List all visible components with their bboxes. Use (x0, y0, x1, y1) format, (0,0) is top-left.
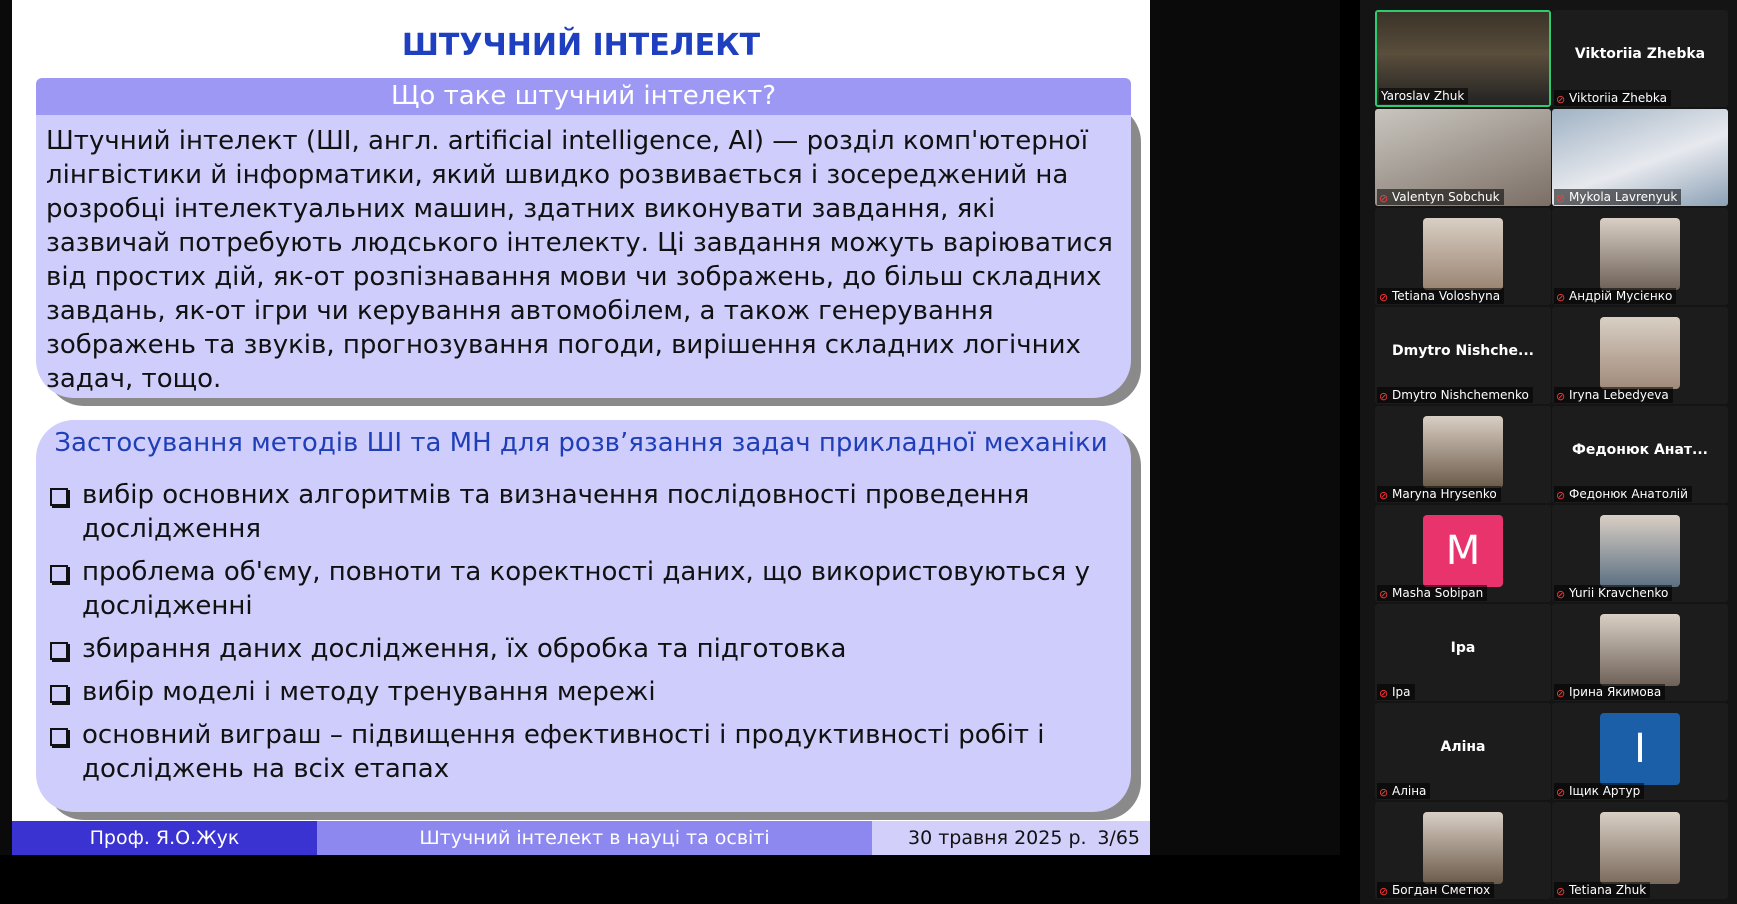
participant-display-name: Федонюк Анат... (1572, 442, 1708, 458)
avatar (1600, 317, 1680, 389)
participant-name: Yaroslav Zhuk (1381, 89, 1465, 103)
presentation-slide (12, 0, 1150, 855)
checkbox-bullet-icon (50, 728, 68, 746)
bullet-item (46, 632, 1116, 666)
participant-nameplate (1377, 684, 1415, 700)
participant-nameplate (1377, 783, 1430, 799)
mic-muted-icon: ⊘ (1556, 92, 1566, 106)
checkbox-bullet-icon (50, 685, 68, 703)
participant-nameplate (1377, 387, 1533, 403)
participant-nameplate (1554, 387, 1673, 403)
participant-nameplate (1554, 882, 1650, 898)
bullet-text: вибір основних алгоритмів та визначення послідовності проведення дослідження (82, 480, 1030, 544)
participant-nameplate (1377, 189, 1504, 205)
participant-name: Viktoriia Zhebka (1569, 91, 1667, 105)
participant-tile[interactable] (1375, 604, 1551, 701)
participant-tile[interactable] (1552, 505, 1728, 602)
checkbox-bullet-icon (50, 488, 68, 506)
bullet-item (46, 675, 1116, 709)
mic-muted-icon: ⊘ (1556, 785, 1566, 799)
participant-tile[interactable] (1375, 208, 1551, 305)
bullet-text: проблема об'єму, повноти та коректності даних, що використовуються у дослідженні (82, 557, 1090, 621)
participant-display-name: Іра (1450, 640, 1476, 656)
checkbox-bullet-icon (50, 565, 68, 583)
participant-nameplate (1377, 288, 1504, 304)
slide-title: ШТУЧНИЙ ІНТЕЛЕКТ (401, 28, 761, 63)
participant-name: Богдан Сметюх (1392, 883, 1491, 897)
participant-nameplate (1554, 189, 1681, 205)
bullet-item (46, 555, 1116, 623)
avatar (1423, 218, 1503, 290)
participant-name: Tetiana Voloshyna (1392, 289, 1501, 303)
participant-tile[interactable] (1552, 802, 1728, 899)
participant-name: Iryna Lebedyeva (1569, 388, 1669, 402)
checkbox-bullet-icon (50, 642, 68, 660)
bullet-text: основний виграш – підвищення ефективності і продуктивності робіт і досліджень на всіх етапах (82, 720, 1045, 784)
participant-name: Valentyn Sobchuk (1392, 190, 1500, 204)
participant-name: Dmytro Nishchemenko (1392, 388, 1529, 402)
participant-nameplate (1554, 585, 1672, 601)
participant-name: Maryna Hrysenko (1392, 487, 1497, 501)
avatar: І (1600, 713, 1680, 785)
participant-nameplate (1377, 882, 1494, 898)
definition-text: Штучний інтелект (ШІ, англ. artificial intelligence, AI) — розділ комп'ютерної лінгвістики й інформатики, який швидко розвивається і зосереджений на розробці інтелектуальних машин, здатних виконувати завдання, які зазвичай потребують людського інтелекту. Ці завдання можуть варіюватися від простих дій, як-от розпізнавання мови чи зображень, до більш складних завдань, як-от ігри чи керування автомобілем, а також генерування зображень та звуків, прогнозування погоди, вирішення складних логічних задач, тощо. (46, 126, 1113, 394)
participant-tile[interactable] (1375, 406, 1551, 503)
participant-tile[interactable] (1375, 109, 1551, 206)
mic-muted-icon: ⊘ (1379, 587, 1389, 601)
mic-muted-icon: ⊘ (1379, 785, 1389, 799)
participant-tile[interactable] (1375, 10, 1551, 107)
avatar (1600, 614, 1680, 686)
participant-name: Masha Sobipan (1392, 586, 1484, 600)
participant-tile[interactable] (1375, 703, 1551, 800)
participant-name: Федонюк Анатолій (1569, 487, 1688, 501)
participant-nameplate (1377, 486, 1501, 502)
applications-list (46, 478, 1116, 795)
avatar (1600, 218, 1680, 290)
participant-name: Аліна (1392, 784, 1427, 798)
definition-panel-header: Що таке штучний інтелект? (36, 78, 1131, 115)
participant-name: Mykola Lavrenyuk (1569, 190, 1678, 204)
participant-tile[interactable] (1375, 505, 1551, 602)
participant-tile[interactable] (1552, 307, 1728, 404)
participant-tile[interactable] (1552, 208, 1728, 305)
avatar (1600, 515, 1680, 587)
participant-tile[interactable] (1375, 802, 1551, 899)
participant-tile[interactable] (1375, 307, 1551, 404)
mic-muted-icon: ⊘ (1556, 587, 1566, 601)
participant-name: Іра (1392, 685, 1411, 699)
participant-tile[interactable] (1552, 406, 1728, 503)
participant-nameplate (1554, 684, 1665, 700)
footer-talk-title: Штучний інтелект в науці та освіті (317, 821, 872, 855)
mic-muted-icon: ⊘ (1556, 191, 1566, 205)
participant-tile[interactable] (1552, 604, 1728, 701)
participant-nameplate (1554, 288, 1676, 304)
participant-name: Ірина Якимова (1569, 685, 1662, 699)
mic-muted-icon: ⊘ (1379, 488, 1389, 502)
footer-date: 30 травня 2025 р. (908, 827, 1087, 849)
participant-display-name: Аліна (1440, 739, 1486, 755)
participant-nameplate (1554, 486, 1692, 502)
avatar (1423, 812, 1503, 884)
footer-page-number: 3/65 (1097, 827, 1140, 849)
participant-nameplate (1554, 783, 1644, 799)
participant-tile[interactable] (1552, 703, 1728, 800)
participant-display-name: Dmytro Nishche... (1392, 343, 1534, 359)
bullet-item (46, 478, 1116, 546)
mic-muted-icon: ⊘ (1379, 686, 1389, 700)
participant-tile[interactable] (1552, 109, 1728, 206)
mic-muted-icon: ⊘ (1379, 884, 1389, 898)
mic-muted-icon: ⊘ (1556, 488, 1566, 502)
participant-tile[interactable] (1552, 10, 1728, 107)
mic-muted-icon: ⊘ (1379, 290, 1389, 304)
avatar: M (1423, 515, 1503, 587)
mic-muted-icon: ⊘ (1379, 389, 1389, 403)
mic-muted-icon: ⊘ (1556, 389, 1566, 403)
mic-muted-icon: ⊘ (1556, 290, 1566, 304)
participant-name: Tetiana Zhuk (1569, 883, 1647, 897)
applications-title: Застосування методів ШІ та МН для розв’язання задач прикладної механіки (54, 428, 1108, 458)
footer-date-page (872, 821, 1150, 855)
footer-author: Проф. Я.О.Жук (12, 821, 317, 855)
mic-muted-icon: ⊘ (1556, 884, 1566, 898)
participant-gallery (1360, 0, 1737, 904)
slide-footer (12, 821, 1150, 855)
participant-nameplate (1379, 88, 1468, 104)
participant-display-name: Viktoriia Zhebka (1574, 46, 1706, 62)
participant-name: Yurii Kravchenko (1569, 586, 1669, 600)
avatar (1423, 416, 1503, 488)
bullet-text: вибір моделі і методу тренування мережі (82, 677, 656, 707)
participant-nameplate (1554, 90, 1671, 106)
participant-nameplate (1377, 585, 1487, 601)
bullet-text: збирання даних дослідження, їх обробка та підготовка (82, 634, 847, 664)
avatar (1600, 812, 1680, 884)
mic-muted-icon: ⊘ (1379, 191, 1389, 205)
mic-muted-icon: ⊘ (1556, 686, 1566, 700)
bullet-item (46, 718, 1116, 786)
participant-name: Іщик Артур (1569, 784, 1641, 798)
participant-name: Андрій Мусієнко (1569, 289, 1673, 303)
